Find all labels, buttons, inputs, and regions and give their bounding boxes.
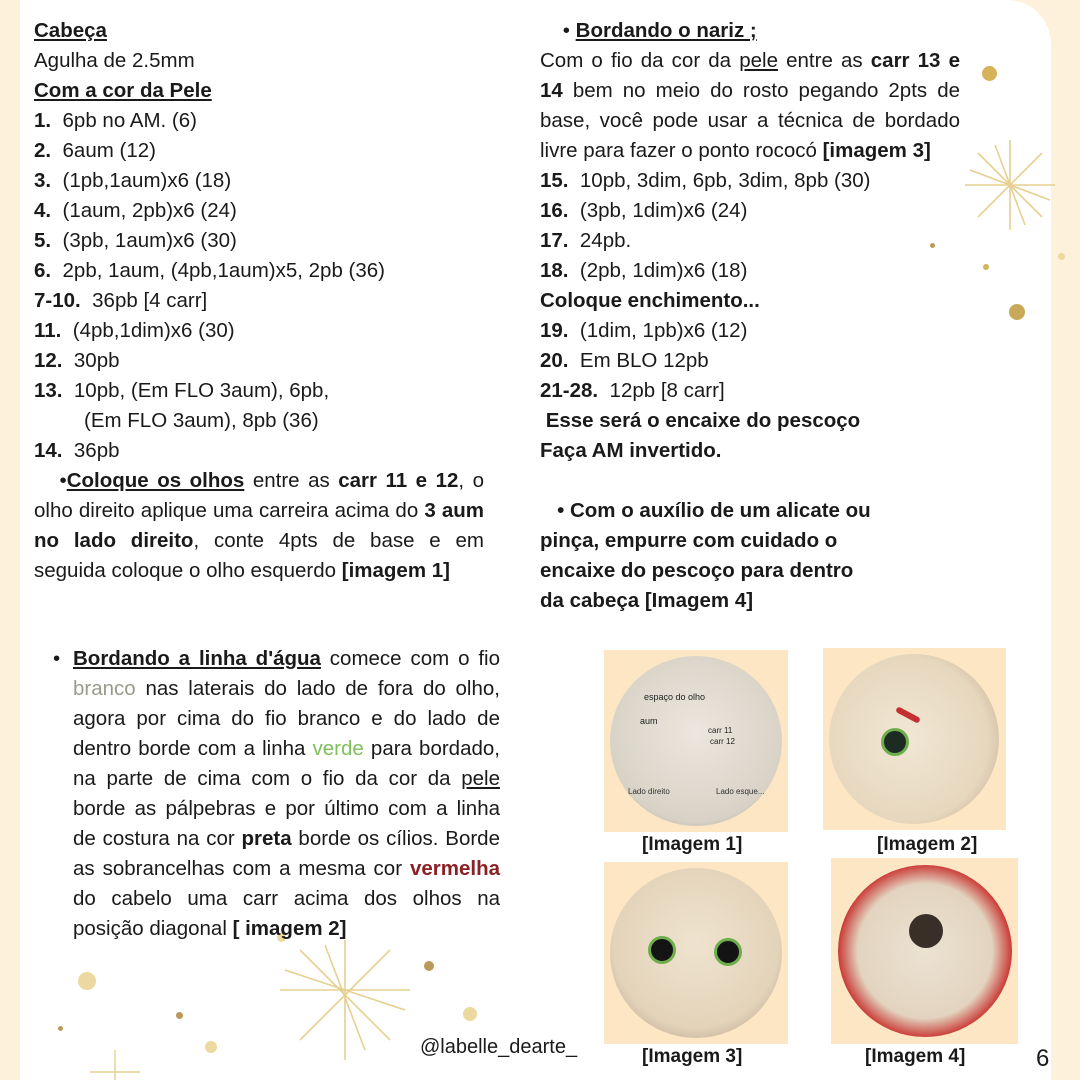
neck-hole xyxy=(909,914,943,948)
gold-dot xyxy=(205,1041,217,1053)
image-3-photo xyxy=(604,862,788,1044)
round-row: 6. 2pb, 1aum, (4pb,1aum)x5, 2pb (36) xyxy=(34,259,386,282)
gold-dot xyxy=(983,264,989,270)
left-column xyxy=(34,16,484,586)
color-heading: Com a cor da Pele xyxy=(34,79,212,102)
round-row: 12. 30pb xyxy=(34,349,120,372)
caption-image-1: [Imagem 1] xyxy=(642,834,743,855)
gold-dot xyxy=(1058,253,1065,260)
page-number: 6 xyxy=(1036,1045,1050,1072)
round-row: 18. (2pb, 1dim)x6 (18) xyxy=(540,259,748,282)
round-row: 5. (3pb, 1aum)x6 (30) xyxy=(34,229,237,252)
star-top-right xyxy=(965,140,1055,230)
label-left-side: Lado esque... xyxy=(716,787,765,796)
eye-icon xyxy=(648,936,676,964)
neck-note: Faça AM invertido. xyxy=(540,439,722,462)
round-row: 20. Em BLO 12pb xyxy=(540,349,709,372)
bullet: • xyxy=(53,647,61,670)
star-bottom-left xyxy=(90,1050,140,1080)
gold-dot xyxy=(982,66,997,81)
label-carr12: carr 12 xyxy=(710,737,735,746)
round-row: 17. 24pb. xyxy=(540,229,632,252)
star-bottom xyxy=(280,940,410,1060)
round-row: 4. (1aum, 2pb)x6 (24) xyxy=(34,199,237,222)
section-title: Cabeça xyxy=(34,19,107,42)
round-row: 19. (1dim, 1pb)x6 (12) xyxy=(540,319,748,342)
needle-size: Agulha de 2.5mm xyxy=(34,49,195,72)
right-column xyxy=(540,16,960,616)
label-right-side: Lado direito xyxy=(628,787,670,796)
round-row: 7-10. 36pb [4 carr] xyxy=(34,289,208,312)
round-row-continuation: (Em FLO 3aum), 8pb (36) xyxy=(84,409,319,432)
image-2-photo xyxy=(823,648,1006,830)
neck-note: Esse será o encaixe do pescoço xyxy=(540,409,861,432)
round-row: 15. 10pb, 3dim, 6pb, 3dim, 8pb (30) xyxy=(540,169,871,192)
pliers-note: pinça, empurre com cuidado o xyxy=(540,529,838,552)
gold-dot xyxy=(58,1026,63,1031)
gold-dot xyxy=(176,1012,183,1019)
author-handle: @labelle_dearte_ xyxy=(420,1036,578,1058)
caption-image-2: [Imagem 2] xyxy=(877,834,978,855)
round-row: 1. 6pb no AM. (6) xyxy=(34,109,197,132)
nose-paragraph: Com o fio da cor da pele entre as carr 13 e 14 bem no meio do rosto pegando 2pts de base, você pode usar a técnica de bordado livre para fazer o ponto rococó [imagem 3] xyxy=(540,49,960,162)
round-row: 21-28. 12pb [8 carr] xyxy=(540,379,725,402)
round-row: 13. 10pb, (Em FLO 3aum), 6pb, xyxy=(34,379,330,402)
gold-dot xyxy=(78,972,96,990)
eye-icon xyxy=(881,728,909,756)
eyes-paragraph: •Coloque os olhos entre as carr 11 e 12, o olho direito aplique uma carreira acima do 3 aum no lado direito, conte 4pts de base e em seguida coloque o olho esquerdo [imagem 1] xyxy=(34,469,485,582)
eye-icon xyxy=(714,938,742,966)
image-1-photo xyxy=(604,650,788,832)
nose-heading: • Bordando o nariz ; xyxy=(540,19,757,42)
round-row: 2. 6aum (12) xyxy=(34,139,156,162)
gold-dot xyxy=(424,961,434,971)
label-eye-space: espaço do olho xyxy=(644,692,706,702)
waterline-paragraph: • Bordando a linha d'água comece com o fio branco nas laterais do lado de fora do olho, agora por cima do fio branco e do lado de dentro borde com a linha verde para bordado, na parte de cima com o fio da cor da pele borde as pálpebras e por último com a linha de costura na cor preta borde os cílios. Borde as sobrancelhas com a mesma cor vermelha do cabelo uma carr acima dos olhos na posição diagonal [ imagem 2] xyxy=(73,644,500,944)
pliers-note: da cabeça [Imagem 4] xyxy=(540,589,754,612)
round-row: 3. (1pb,1aum)x6 (18) xyxy=(34,169,232,192)
caption-image-3: [Imagem 3] xyxy=(642,1046,743,1067)
caption-image-4: [Imagem 4] xyxy=(865,1046,966,1067)
gold-dot xyxy=(1009,304,1025,320)
pliers-note: • Com o auxílio de um alicate ou xyxy=(540,499,871,522)
gold-dot xyxy=(463,1007,477,1021)
image-4-photo xyxy=(831,858,1018,1044)
pliers-note: encaixe do pescoço para dentro xyxy=(540,559,854,582)
label-aum: aum xyxy=(640,716,658,726)
round-row: 11. (4pb,1dim)x6 (30) xyxy=(34,319,235,342)
label-carr11: carr 11 xyxy=(708,726,733,735)
fill-instruction: Coloque enchimento... xyxy=(540,289,760,312)
round-row: 16. (3pb, 1dim)x6 (24) xyxy=(540,199,748,222)
round-row: 14. 36pb xyxy=(34,439,120,462)
